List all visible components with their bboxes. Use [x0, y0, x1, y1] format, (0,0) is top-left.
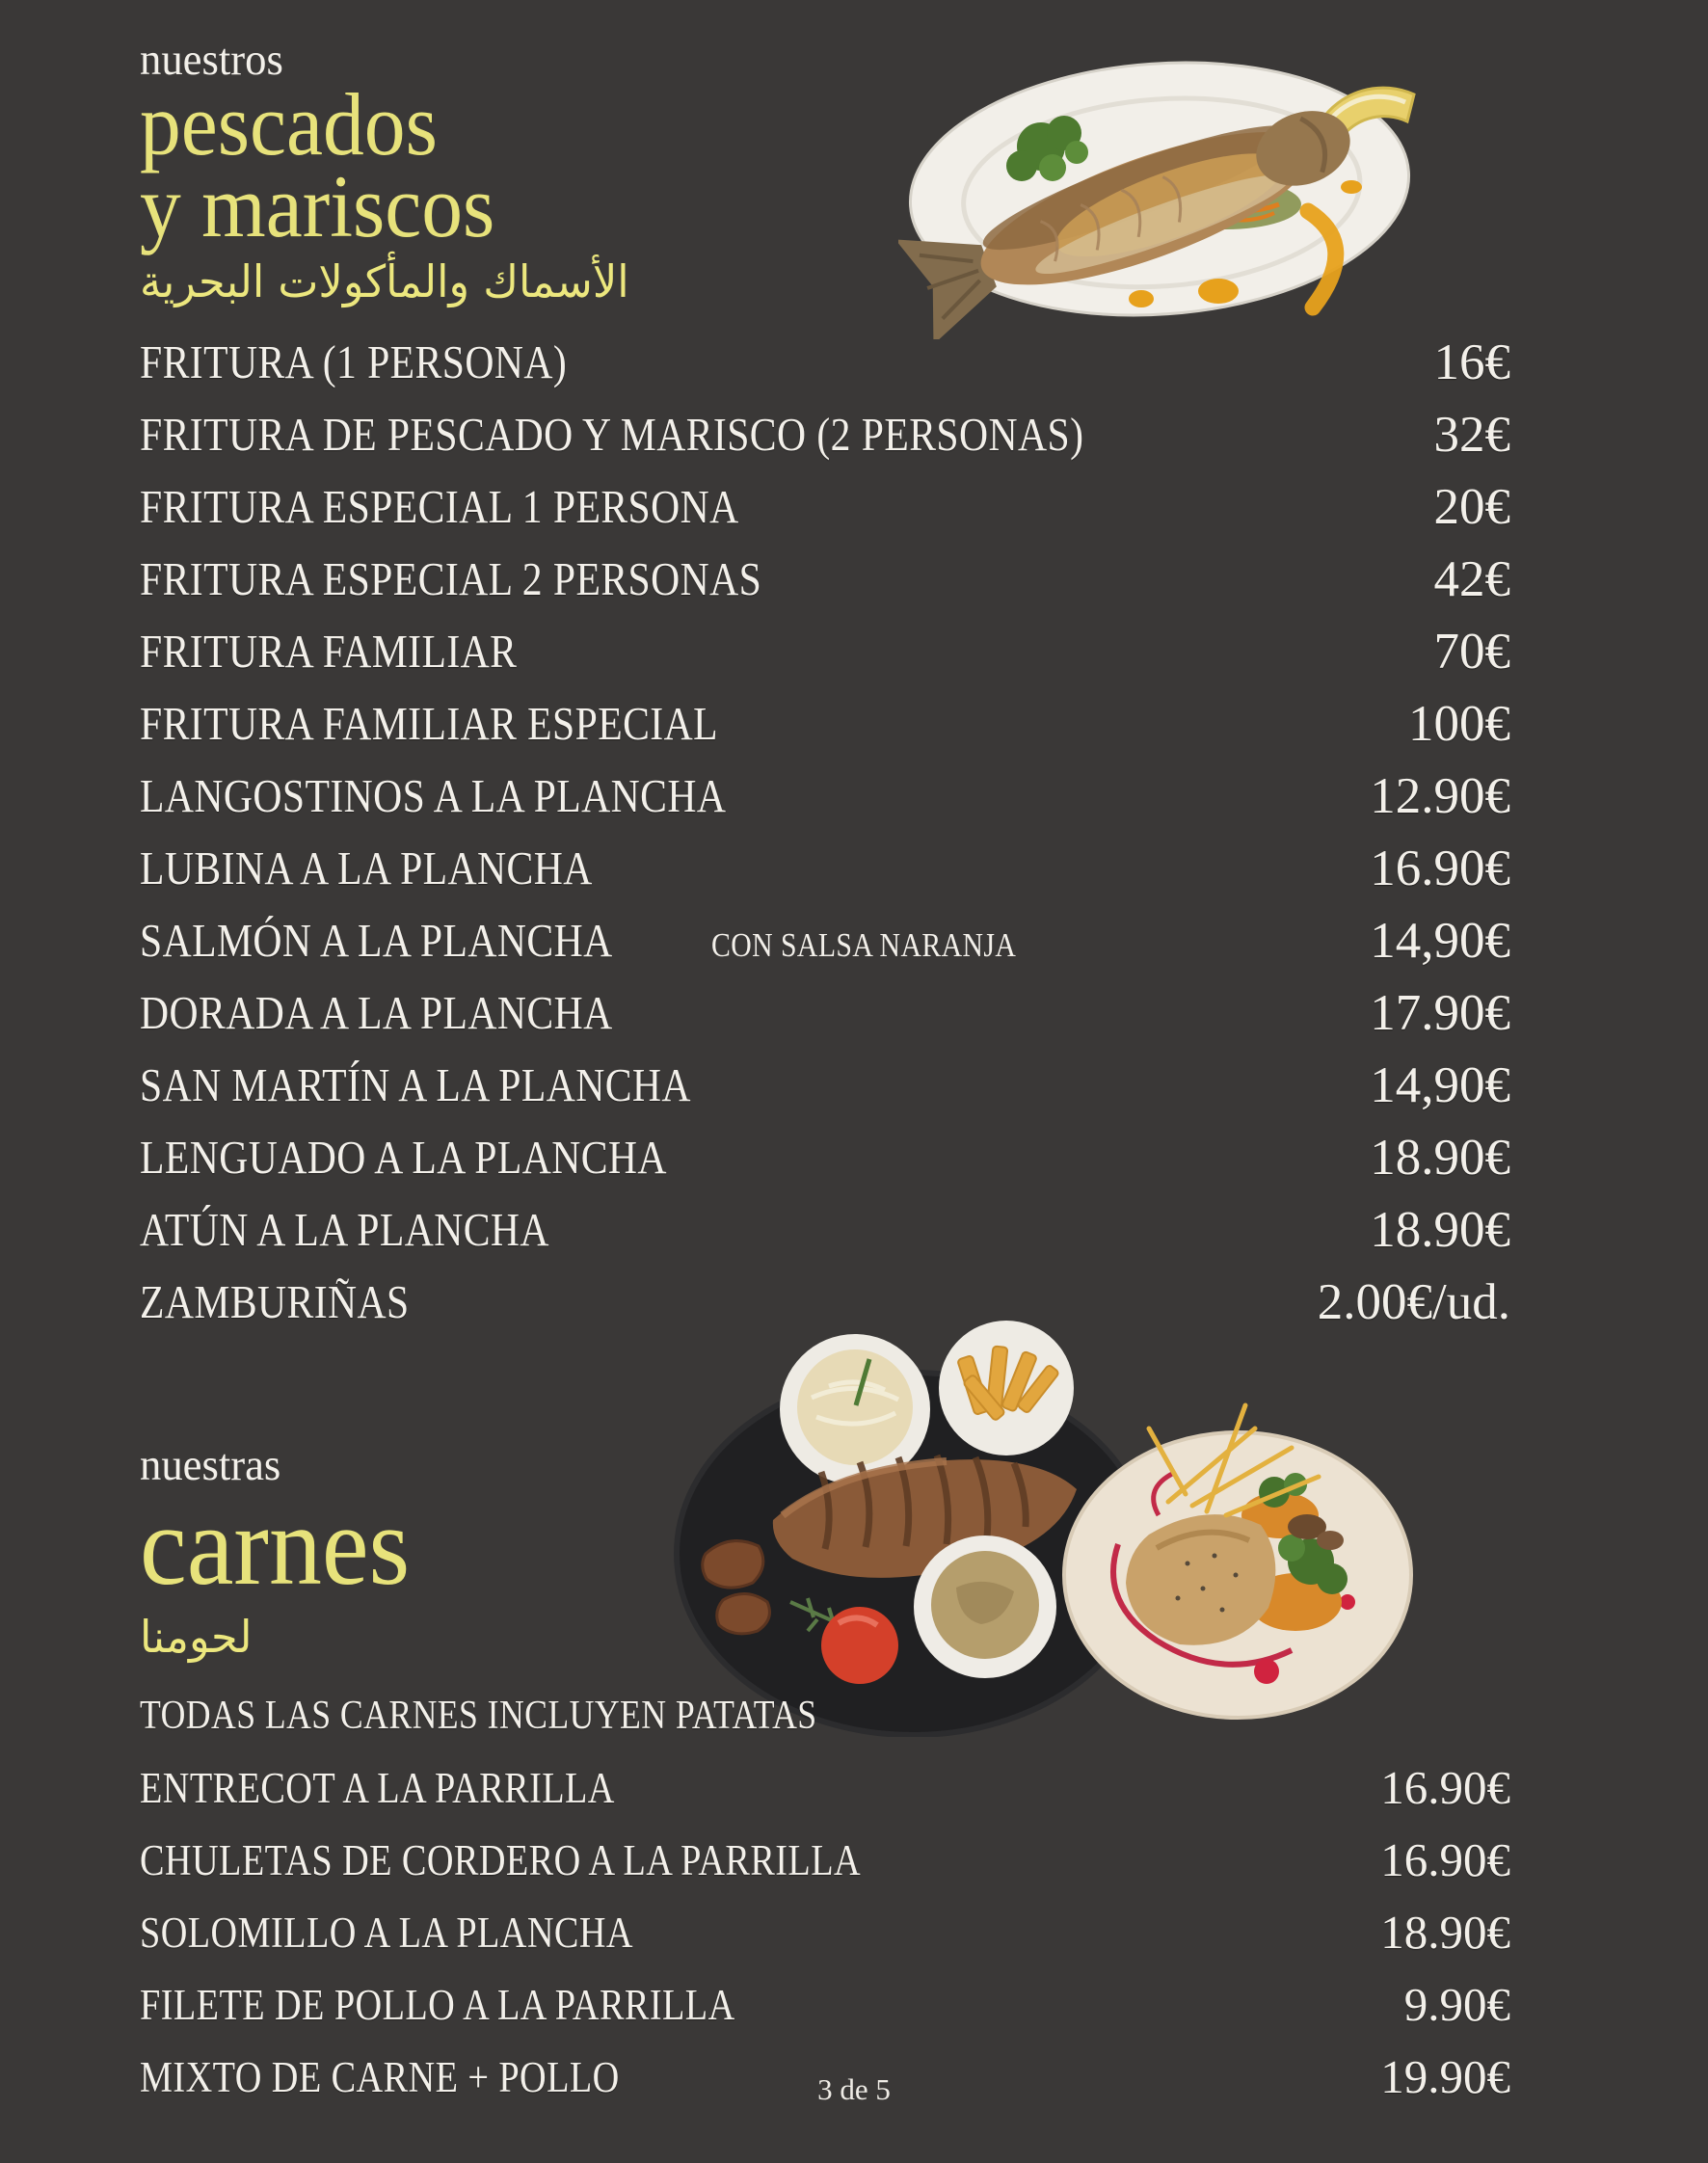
menu-item-row	[140, 1824, 1510, 1896]
item-price: 16.90€	[1380, 1833, 1510, 1886]
item-price: 16.90€	[1380, 1761, 1510, 1814]
meat-section-eyebrow: nuestras	[140, 1440, 281, 1490]
item-price: 9.90€	[1403, 1978, 1510, 2031]
menu-item-row	[140, 1266, 1510, 1338]
item-name: DORADA A LA PLANCHA	[140, 986, 613, 1039]
meat-section-title-arabic: لحومنا	[140, 1611, 253, 1664]
item-name: LANGOSTINOS A LA PLANCHA	[140, 769, 727, 822]
item-price: 12.90€	[1370, 767, 1510, 824]
item-name: MIXTO DE CARNE + POLLO	[140, 2052, 620, 2101]
item-name: SALMÓN A LA PLANCHA	[140, 914, 613, 967]
item-price: 17.90€	[1370, 984, 1510, 1041]
item-name: ZAMBURIÑAS	[140, 1275, 410, 1328]
meat-menu-list	[140, 1679, 1510, 2113]
item-price: 16€	[1433, 334, 1510, 390]
menu-item-row	[140, 904, 1510, 976]
item-name: LENGUADO A LA PLANCHA	[140, 1131, 667, 1184]
item-price: 100€	[1408, 695, 1510, 752]
menu-item-row	[140, 1751, 1510, 1824]
menu-item-row	[140, 470, 1510, 543]
item-price: 14,90€	[1370, 1056, 1510, 1113]
item-name: ENTRECOT A LA PARRILLA	[140, 1763, 615, 1812]
fish-section-title-arabic: الأسماك والمأكولات البحرية	[140, 254, 629, 307]
menu-item-row	[140, 687, 1510, 760]
menu-item-row	[140, 1193, 1510, 1266]
menu-item-row	[140, 615, 1510, 687]
item-name: FRITURA (1 PERSONA)	[140, 335, 568, 388]
menu-item-row	[140, 1896, 1510, 1968]
item-price: 70€	[1433, 623, 1510, 680]
menu-item-row	[140, 326, 1510, 398]
item-name: FRITURA FAMILIAR ESPECIAL	[140, 697, 718, 750]
fish-section-eyebrow: nuestros	[140, 35, 283, 85]
item-price: 18.90€	[1380, 1906, 1510, 1959]
item-price: 20€	[1433, 478, 1510, 535]
item-name: FILETE DE POLLO A LA PARRILLA	[140, 1980, 735, 2029]
item-name: CHULETAS DE CORDERO A LA PARRILLA	[140, 1835, 862, 1884]
menu-item-row	[140, 760, 1510, 832]
fish-section-title-line2: y mariscos	[140, 156, 495, 255]
menu-item-row	[140, 543, 1510, 615]
menu-item-row	[140, 398, 1510, 470]
item-name: SOLOMILLO A LA PLANCHA	[140, 1908, 633, 1957]
page-number: 3 de 5	[817, 2072, 891, 2106]
menu-item-row	[140, 832, 1510, 904]
menu-item-row	[140, 1049, 1510, 1121]
item-name: ATÚN A LA PLANCHA	[140, 1203, 549, 1256]
item-price: 18.90€	[1370, 1129, 1510, 1186]
item-name-suffix: CON SALSA NARANJA	[711, 926, 1017, 964]
item-price: 19.90€	[1380, 2050, 1510, 2103]
fish-plate-photo	[898, 33, 1421, 339]
item-price: 16.90€	[1370, 840, 1510, 896]
item-name: SAN MARTÍN A LA PLANCHA	[140, 1058, 691, 1111]
meat-section-title: carnes	[140, 1482, 411, 1610]
menu-item-row	[140, 976, 1510, 1049]
fish-menu-list	[140, 326, 1510, 1338]
item-price: 14,90€	[1370, 912, 1510, 969]
menu-item-row	[140, 1121, 1510, 1193]
item-price: 2.00€/ud.	[1317, 1273, 1510, 1330]
item-name: FRITURA FAMILIAR	[140, 625, 518, 678]
fish-section-heading	[140, 37, 644, 310]
item-price: 42€	[1433, 550, 1510, 607]
menu-item-row	[140, 1968, 1510, 2041]
note-text: TODAS LAS CARNES INCLUYEN PATATAS	[140, 1693, 817, 1738]
meat-menu-note	[140, 1679, 1510, 1751]
item-price: 32€	[1433, 406, 1510, 463]
fish-section-title-line1: pescados	[140, 75, 438, 174]
meat-section-heading	[140, 1442, 430, 1667]
item-price: 18.90€	[1370, 1201, 1510, 1258]
item-name: FRITURA ESPECIAL 2 PERSONAS	[140, 552, 762, 605]
item-name: FRITURA ESPECIAL 1 PERSONA	[140, 480, 739, 533]
item-name: LUBINA A LA PLANCHA	[140, 841, 593, 895]
item-name: FRITURA DE PESCADO Y MARISCO (2 PERSONAS)	[140, 408, 1084, 461]
meat-plates-photo	[667, 1313, 1419, 1737]
